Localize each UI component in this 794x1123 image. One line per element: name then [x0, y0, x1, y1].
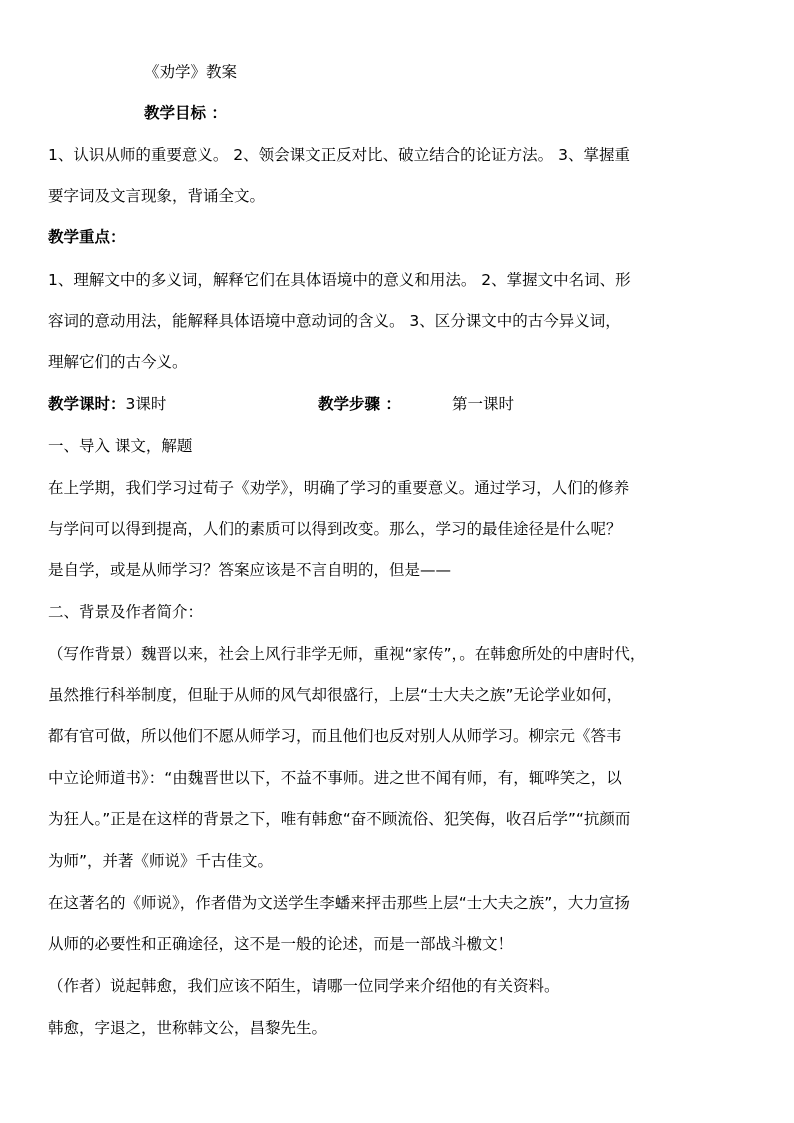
purpose-line-2: 从师的必要性和正确途径，这不是一般的论述，而是一部战斗檄文！	[48, 935, 514, 953]
author-intro: （作者）说起韩愈，我们应该不陌生，请哪一位同学来介绍他的有关资料。	[48, 977, 560, 995]
hours-steps-row	[48, 392, 166, 414]
objectives-line-2: 要字词及文言现象，背诵全文。	[48, 187, 266, 205]
author-line: 韩愈，字退之，世称韩文公，昌黎先生。	[48, 1019, 328, 1037]
keypoints-line-1: 1、理解文中的多义词，解释它们在具体语境中的意义和用法。 2、掌握文中名词、形	[48, 271, 631, 289]
purpose-line-1: 在这著名的《师说》，作者借为文送学生李蟠来抨击那些上层“士大夫之族”，大力宣扬	[48, 894, 630, 912]
section2-heading: 二、背景及作者简介：	[48, 603, 204, 621]
steps-group	[318, 392, 401, 414]
section1-line-2: 与学问可以得到提高，人们的素质可以得到改变。那么，学习的最佳途径是什么呢？	[48, 520, 622, 538]
background-line-4: 中立论师道书》：“由魏晋世以下，不益不事师。进之世不闻有师，有，辄哗笑之，以	[48, 769, 622, 787]
background-line-5: 为狂人。”正是在这样的背景之下，唯有韩愈“奋不顾流俗、犯笑侮，收召后学”“抗颜而	[48, 810, 631, 828]
objectives-heading: 教学目标 ：	[144, 104, 227, 122]
document-title: 《劝学》教案	[144, 63, 238, 81]
background-line-1: （写作背景）魏晋以来，社会上风行非学无师，重视“家传”，。在韩愈所处的中唐时代，	[48, 645, 646, 663]
section1-line-3: 是自学，或是从师学习？答案应该是不言自明的，但是——	[48, 561, 452, 579]
objectives-line-1: 1、认识从师的重要意义。 2、领会课文正反对比、破立结合的论证方法。 3、掌握重	[48, 146, 630, 164]
steps-value: 第一课时	[452, 395, 515, 413]
background-line-2: 虽然推行科举制度，但耻于从师的风气却很盛行，上层“士大夫之族”无论学业如何，	[48, 686, 623, 704]
hours-value: 3课时	[125, 395, 167, 413]
hours-label: 教学课时：	[48, 395, 126, 413]
background-line-6: 为师”，并著《师说》千古佳文。	[48, 852, 274, 870]
background-line-3: 都有官可做，所以他们不愿从师学习，而且他们也反对别人从师学习。柳宗元《答韦	[48, 727, 622, 745]
section1-heading: 一、导入 课文，解题	[48, 437, 193, 455]
steps-label: 教学步骤 ：	[318, 395, 401, 413]
section1-line-1: 在上学期，我们学习过荀子《劝学》，明确了学习的重要意义。通过学习，人们的修养	[48, 479, 630, 497]
keypoints-line-3: 理解它们的古今义。	[48, 353, 188, 371]
keypoints-heading: 教学重点：	[48, 228, 126, 246]
keypoints-line-2: 容词的意动用法，能解释具体语境中意动词的含义。 3、区分课文中的古今异义词，	[48, 312, 621, 330]
